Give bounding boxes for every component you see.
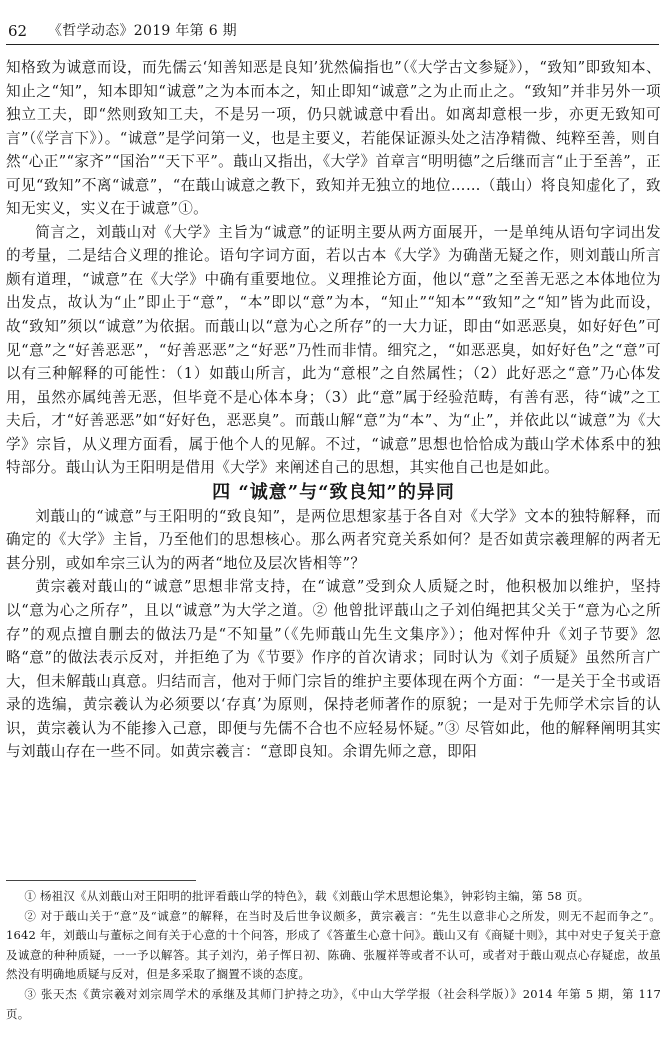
footnotes: [6, 887, 661, 1024]
page-number: 62: [8, 22, 28, 40]
paragraph-4: 黄宗羲对蕺山的“诚意”思想非常支持，在“诚意”受到众人质疑之时，他积极加以维护，坚持以“意为心之所存”，且以“诚意”为大学之道。② 他曾批评蕺山之子刘伯绳把其父关于“意为心之所存”的观点擅自删去的做法乃是“不知量”（《先师蕺山先生文集序》）；他对恽仲升《刘子节要》忽略“意”的做法表示反对，并拒绝了为《节要》作序的首次请求；同时认为《刘子质疑》虽然所言广大，但未解蕺山真意。归结而言，他对于师门宗旨的维护主要体现在两个方面：“一是关于全书或语录的选编，黄宗羲认为必须要以‘存真’为原则，保持老师著作的原貌；一是对于先师学术宗旨的认识，黄宗羲认为不能掺入己意，即便与先儒不合也不应轻易怀疑。”③ 尽管如此，他的解释阐明其实与刘蕺山存在一些不同。如黄宗羲言：“意即良知。余谓先师之意，即阳: [6, 578, 661, 761]
footnote-1: ① 杨祖汉《从刘蕺山对王阳明的批评看蕺山学的特色》，载《刘蕺山学术思想论集》，钟彩钧主编，第 58 页。: [24, 889, 590, 903]
page-header: [0, 0, 669, 46]
footnote-rule: [6, 880, 196, 881]
section-title: 四 “诚意”与“致良知”的异同: [212, 481, 455, 503]
main-text: [6, 56, 661, 764]
paragraph-2: 简言之，刘蕺山对《大学》主旨为“诚意”的证明主要从两方面展开，一是单纯从语句字词出发的考量，二是结合义理的推论。语句字词方面，若以古本《大学》为确凿无疑之作，则刘蕺山所言颇有道理，“诚意”在《大学》中确有重要地位。义理推论方面，他以“意”之至善无恶之本体地位为出发点，故认为“止”即止于“意”，“本”即以“意”为本，“知止”“知本”“致知”之“知”皆为此而设，故“致知”须以“诚意”为依据。而蕺山以“意为心之所存”的一大力证，即由“如恶恶臭，如好好色”可见“意”之“好善恶恶”，“好善恶恶”之“好恶”乃性而非情。细究之，“如恶恶臭，如好好色”之“意”可以有三种解释的可能性：（1）如蕺山所言，此为“意根”之自然属性；（2）此好恶之“意”乃心体发用，虽然亦属纯善无恶，但毕竟不是心体本身；（3）此“意”属于经验范畴，有善有恶，待“诚”之工夫后，才“好善恶恶”如“好好色，恶恶臭”。而蕺山解“意”为“本”、为“止”，并依此以“诚意”为《大学》宗旨，从义理方面看，属于他个人的见解。不过，“诚意”思想也恰恰成为蕺山学术体系中的独特部分。蕺山认为王阳明是借用《大学》来阐述自己的思想，其实他自己也是如此。: [6, 223, 662, 477]
journal-title: 《哲学动态》2019 年第 6 期: [48, 23, 237, 39]
footnote-2: ② 对于蕺山关于“意”及“诚意”的解释，在当时及后世争议颇多，黄宗羲言：“先生以意非心之所发，则无不起而争之”。1642 年，刘蕺山与董标之间有关于心意的十个问答，形成了《答董生心意十问》。蕺山又有《商疑十则》，其中对史子复关于意及诚意的种种质疑，一一予以解答。其子刘汋，弟子恽日初、陈确、张履祥等或者不认可，或者对于蕺山观点心存疑虑，故虽然没有明确地质疑与反对，但是多采取了搁置不谈的态度。: [6, 908, 661, 982]
header-rule: [6, 44, 659, 45]
paragraph-1: 知格致为诚意而设，而先儒云‘知善知恶是良知’犹然偏指也”（《大学古文参疑》），“致知”即致知本、知止之“知”，知本即知“诚意”之为本而本之，知止即知“诚意”之为止而止之。“致知”并非另外一项独立工夫，即“然则致知工夫，不是另一项，仍只就诚意中看出。如离却意根一步，亦更无致知可言”（《学言下》）。“诚意”是学问第一义，也是主要义，若能保证源头处之洁净精微、纯粹至善，则自然“心正”“家齐”“国治”“天下平”。蕺山又指出，《大学》首章言“明明德”之后继而言“止于至善”，正可见“致知”不离“诚意”，“在蕺山诚意之教下，致知并无独立的地位……（蕺山）将良知虚化了，致知无实义，实义在于诚意”①。: [6, 59, 661, 218]
footnote-3: ③ 张天杰《黄宗羲对刘宗周学术的承继及其师门护持之功》，《中山大学学报（社会科学版）》2014 年第 5 期，第 117 页。: [6, 986, 661, 1021]
paragraph-3: 刘蕺山的“诚意”与王阳明的“致良知”，是两位思想家基于各自对《大学》文本的独特解释，而确定的《大学》主旨，乃至他们的思想核心。那么两者究竟关系如何？是否如黄宗羲理解的两者无甚分别，或如牟宗三认为的两者“地位及层次皆相等”？: [6, 507, 661, 572]
